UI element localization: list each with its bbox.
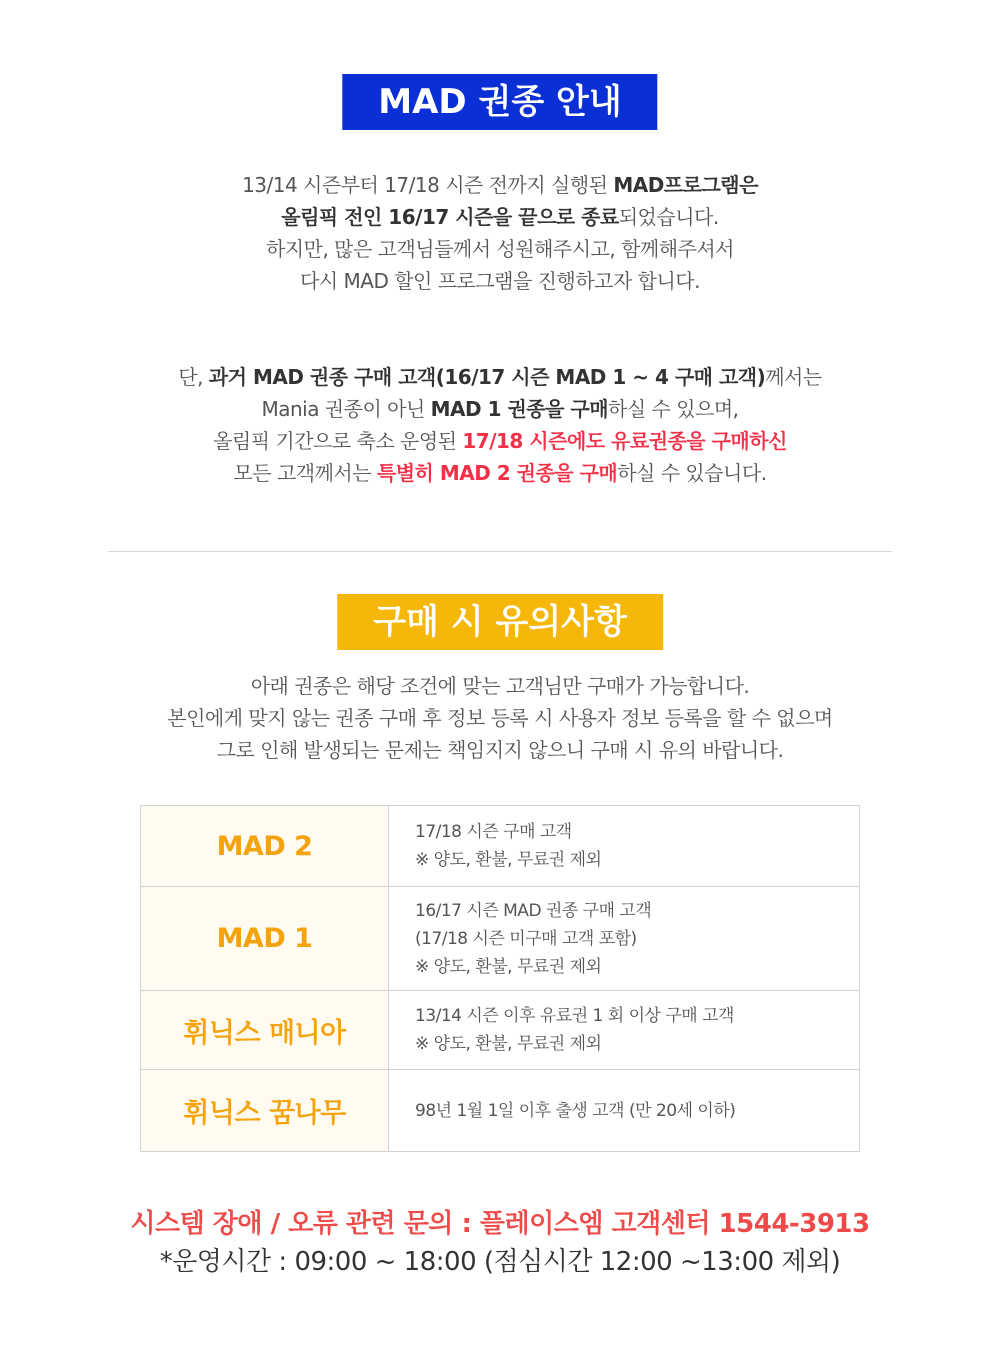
intro-line-3: 하지만, 많은 고객님들께서 성원해주시고, 함께해주셔서 xyxy=(265,237,734,261)
ticket-desc-mania: 13/14 시즌 이후 유료권 1 회 이상 구매 고객 ※ 양도, 환불, 무료권 제외 xyxy=(389,991,860,1070)
table-row xyxy=(141,991,860,1070)
eligibility-line-3: 올림픽 기간으로 축소 운영된 17/18 시즌에도 유료권종을 구매하신 xyxy=(213,429,787,453)
ticket-label-kkumnamu: 휘닉스 꿈나무 xyxy=(141,1070,389,1152)
table-row xyxy=(141,806,860,887)
eligibility-line-2: Mania 권종이 아닌 MAD 1 권종을 구매하실 수 있으며, xyxy=(261,397,739,421)
eligibility-line-4: 모든 고객께서는 특별히 MAD 2 권종을 구매하실 수 있습니다. xyxy=(233,461,767,485)
caution-line-2: 본인에게 맞지 않는 권종 구매 후 정보 등록 시 사용자 정보 등록을 할 수 없으며 xyxy=(167,706,833,730)
ticket-eligibility-table xyxy=(140,805,860,1152)
support-contact: 시스템 장애 / 오류 관련 문의 : 플레이스엠 고객센터 1544-3913 xyxy=(130,1209,870,1239)
eligibility-paragraph xyxy=(0,361,1000,489)
intro-line-4: 다시 MAD 할인 프로그램을 진행하고자 합니다. xyxy=(300,269,700,293)
table-row xyxy=(141,1070,860,1152)
support-hours: *운영시간 : 09:00 ~ 18:00 (점심시간 12:00 ~13:00 제외) xyxy=(159,1247,841,1277)
section-divider xyxy=(108,551,892,552)
ticket-label-mania: 휘닉스 매니아 xyxy=(141,991,389,1070)
intro-paragraph xyxy=(0,169,1000,297)
caution-line-3: 그로 인해 발생되는 문제는 책임지지 않으니 구매 시 유의 바랍니다. xyxy=(216,738,784,762)
caution-paragraph xyxy=(0,670,1000,766)
ticket-desc-kkumnamu: 98년 1월 1일 이후 출생 고객 (만 20세 이하) xyxy=(389,1070,860,1152)
ticket-label-mad2: MAD 2 xyxy=(141,806,389,887)
caution-title: 구매 시 유의사항 xyxy=(337,594,663,650)
ticket-label-mad1: MAD 1 xyxy=(141,887,389,991)
ticket-desc-mad2: 17/18 시즌 구매 고객 ※ 양도, 환불, 무료권 제외 xyxy=(389,806,860,887)
mad-guide-title: MAD 권종 안내 xyxy=(342,74,657,130)
ticket-desc-mad1: 16/17 시즌 MAD 권종 구매 고객 (17/18 시즌 미구매 고객 포함) ※ 양도, 환불, 무료권 제외 xyxy=(389,887,860,991)
table-row xyxy=(141,887,860,991)
intro-line-1: 13/14 시즌부터 17/18 시즌 전까지 실행된 MAD프로그램은 xyxy=(242,173,758,197)
eligibility-line-1: 단, 과거 MAD 권종 구매 고객(16/17 시즌 MAD 1 ~ 4 구매 고객)께서는 xyxy=(178,365,822,389)
caution-line-1: 아래 권종은 해당 조건에 맞는 고객님만 구매가 가능합니다. xyxy=(250,674,750,698)
intro-line-2: 올림픽 전인 16/17 시즌을 끝으로 종료되었습니다. xyxy=(281,205,719,229)
